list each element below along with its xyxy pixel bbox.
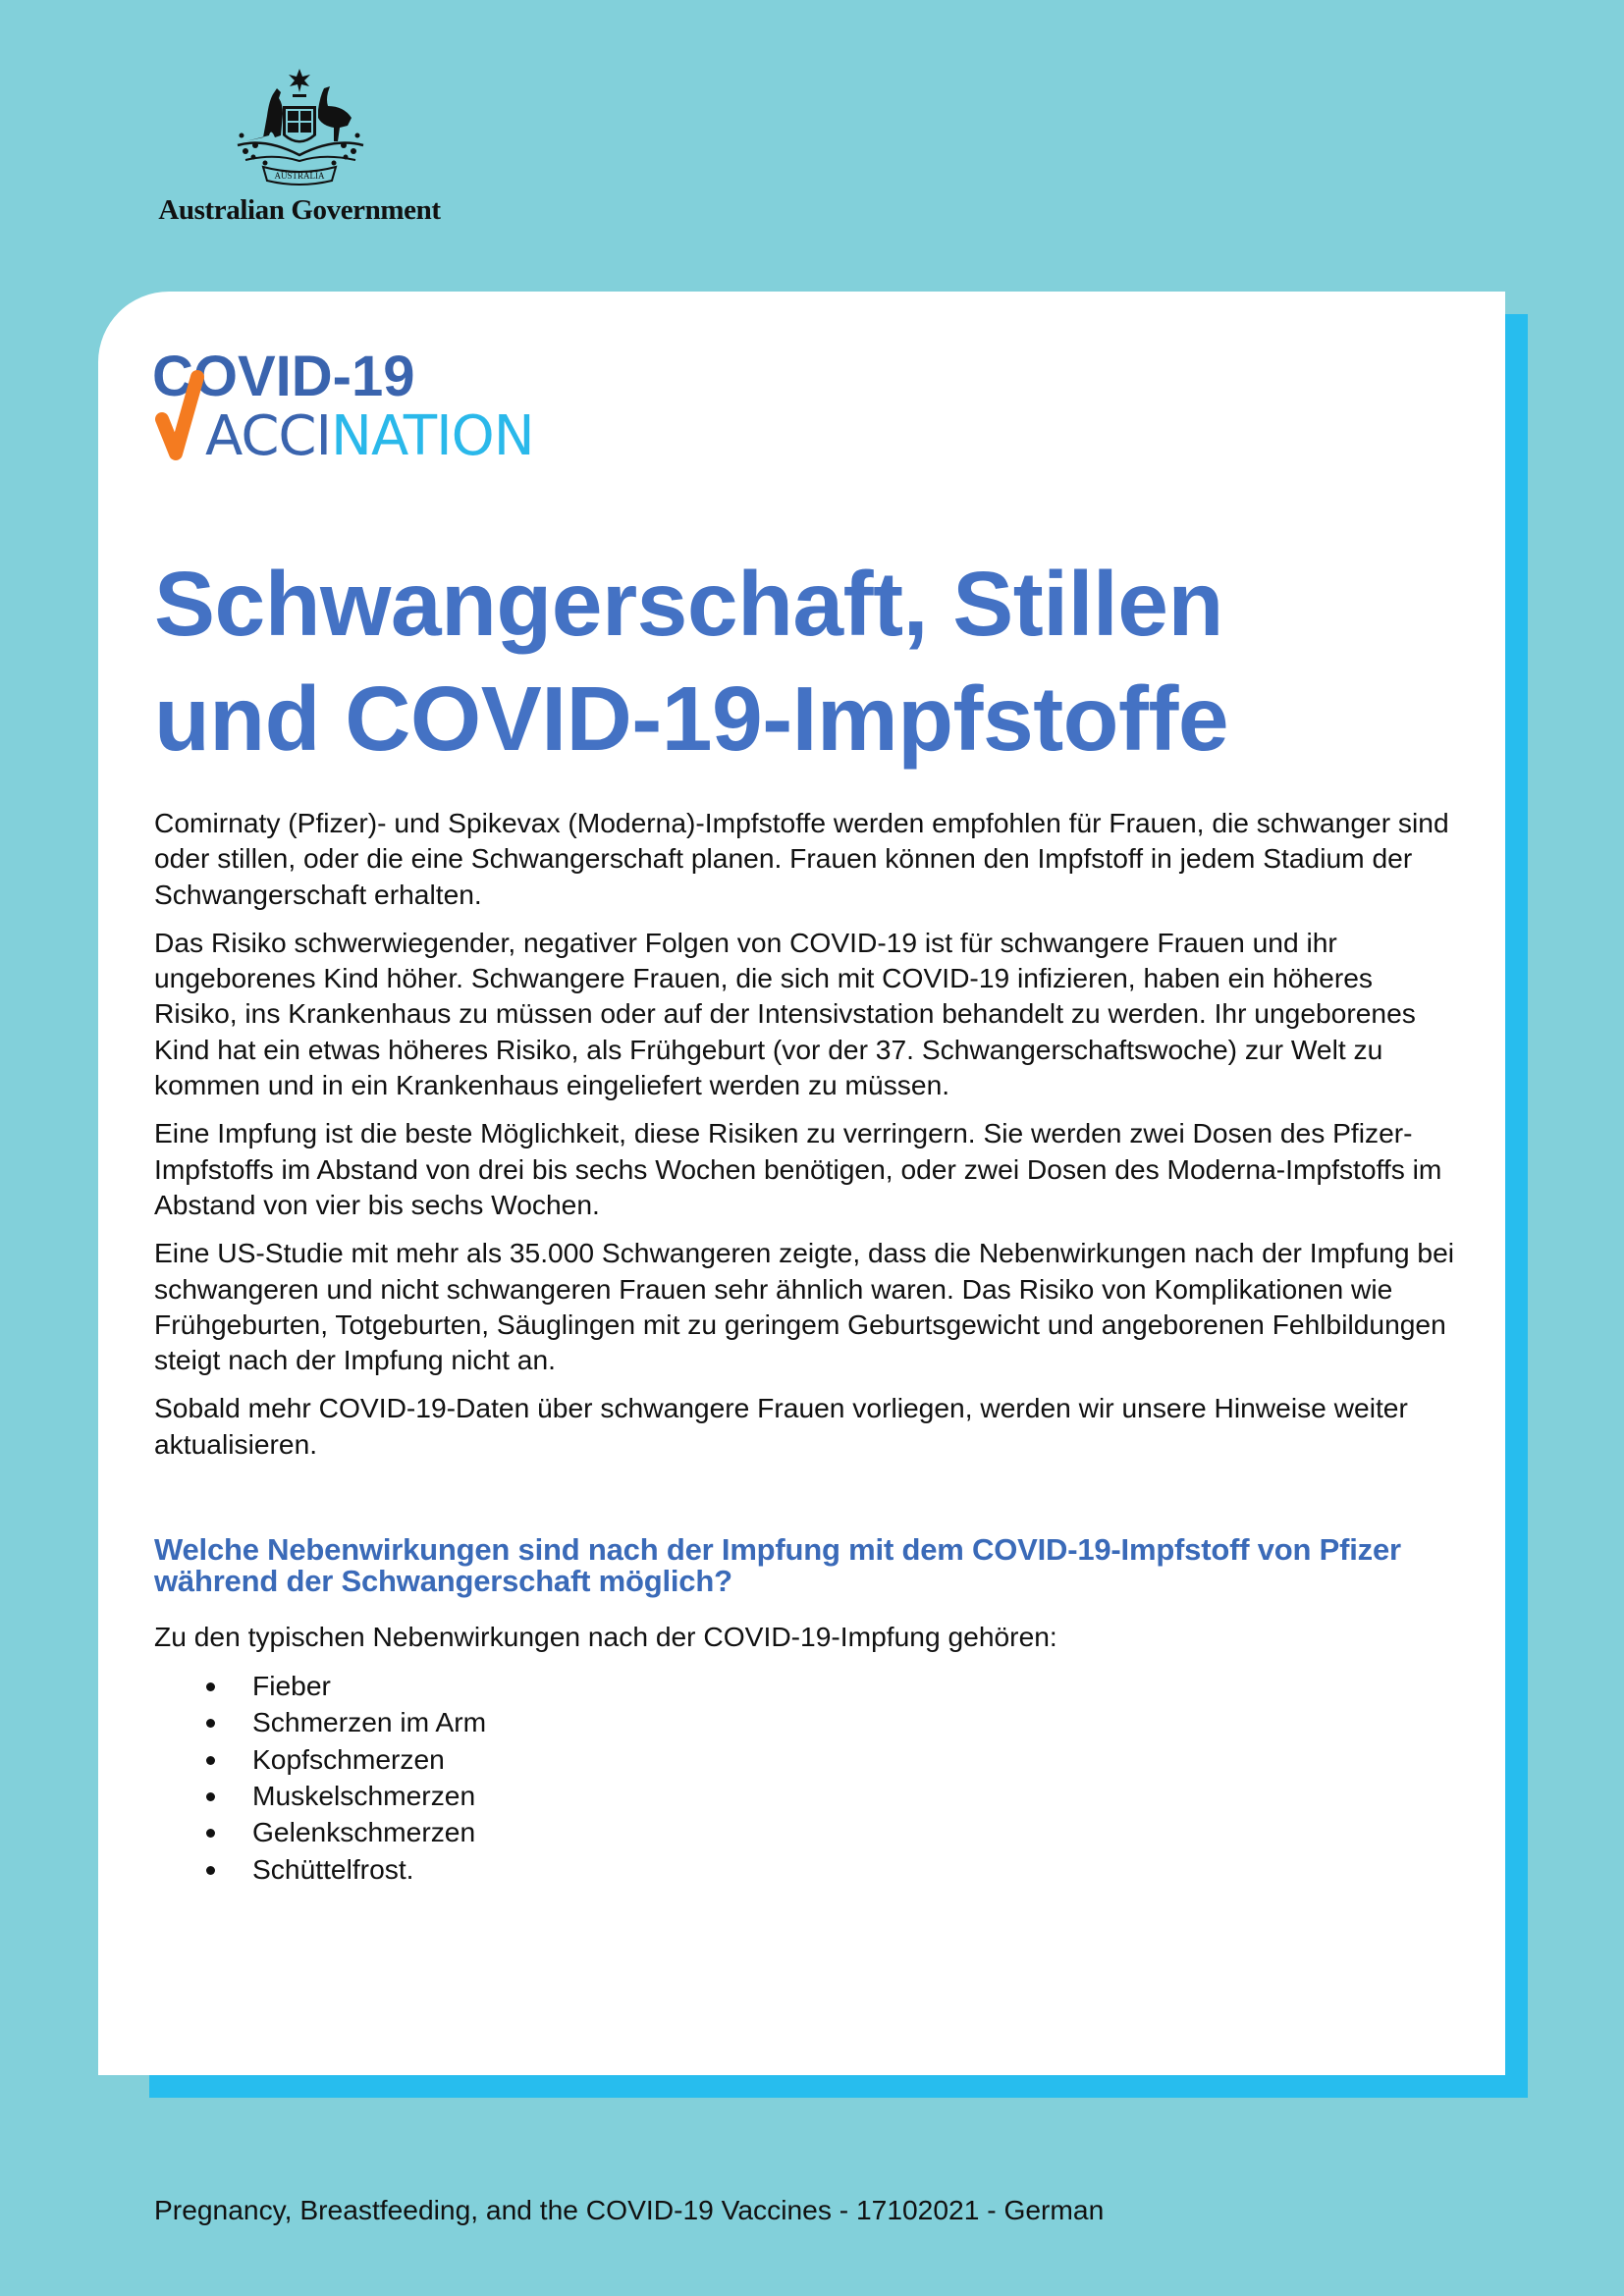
bullet-icon — [206, 1829, 215, 1838]
list-item: Schmerzen im Arm — [154, 1704, 1460, 1740]
svg-text:AUSTRALIA: AUSTRALIA — [274, 171, 325, 181]
paragraph-recommendation: Comirnaty (Pfizer)- und Spikevax (Moderna)-Impfstoffe werden empfohlen für Frauen, die schwanger sind oder stillen, oder die eine Schwangerschaft planen. Frauen können den Impfstoff in jedem Stadium der Schwangerschaft erhalten. — [154, 807, 1449, 910]
page-title — [154, 547, 1470, 776]
australian-coat-of-arms-icon — [216, 67, 383, 189]
side-effects-list — [154, 1668, 1460, 1888]
section-heading-side-effects: Welche Nebenwirkungen sind nach der Impfung mit dem COVID-19-Impfstoff von Pfizer während der Schwangerschaft möglich? — [154, 1532, 1401, 1599]
bullet-icon — [206, 1792, 215, 1801]
list-item: Muskelschmerzen — [154, 1778, 1460, 1814]
paragraph-us-study: Eine US-Studie mit mehr als 35.000 Schwangeren zeigte, dass die Nebenwirkungen nach der Impfung bei schwangeren und nicht schwangeren Frauen sehr ähnlich waren. Das Risiko von Komplikationen wie Frühgeburten, Totgeburten, Säuglingen mit zu geringem Geburtsgewicht und angeborenen Fehlbildungen steigt nach der Impfung nicht an. — [154, 1237, 1455, 1376]
document-footer: Pregnancy, Breastfeeding, and the COVID-19 Vaccines - 17102021 - German — [154, 2194, 1105, 2225]
title-line-2: und COVID-19-Impfstoffe — [154, 667, 1229, 770]
orange-checkmark-icon — [152, 365, 211, 463]
list-item: Kopfschmerzen — [154, 1741, 1460, 1778]
side-effects-intro: Zu den typischen Nebenwirkungen nach der COVID-19-Impfung gehören: — [154, 1621, 1057, 1653]
paragraph-risks: Das Risiko schwerwiegender, negativer Folgen von COVID-19 ist für schwangere Frauen und ihr ungeborenes Kind höher. Schwangere Frauen, die sich mit COVID-19 infizieren, haben ein höheres Risiko, ins Krankenhaus zu müssen oder auf der Intensivstation behandelt zu werden. Ihr ungeborenes Kind hat ein etwas höheres Risiko, als Frühgeburt (vor der 37. Schwangerschaftswoche) zur Welt zu kommen und in ein Krankenhaus eingeliefert werden zu müssen. — [154, 926, 1416, 1101]
content-card — [98, 292, 1505, 2075]
logo-text-dark: ACCI — [205, 404, 332, 468]
covid-19-vaccination-logo — [152, 345, 604, 468]
document-body — [154, 805, 1460, 1888]
bullet-icon — [206, 1682, 215, 1691]
logo-line-vaccination — [158, 404, 534, 468]
bullet-icon — [206, 1719, 215, 1728]
list-item: Gelenkschmerzen — [154, 1814, 1460, 1850]
government-name: Australian Government — [158, 194, 441, 226]
paragraph-updates: Sobald mehr COVID-19-Daten über schwangere Frauen vorliegen, werden wir unsere Hinweise weiter aktualisieren. — [154, 1392, 1408, 1460]
logo-text-light: NATION — [331, 404, 534, 468]
bullet-icon — [206, 1866, 215, 1875]
list-item: Schüttelfrost. — [154, 1851, 1460, 1888]
logo-line-covid19: COVID-19 — [152, 345, 415, 408]
list-item: Fieber — [154, 1668, 1460, 1704]
title-line-1: Schwangerschaft, Stillen — [154, 553, 1223, 655]
australian-government-logo — [147, 67, 452, 234]
bullet-icon — [206, 1756, 215, 1765]
paragraph-vaccination-doses: Eine Impfung ist die beste Möglichkeit, diese Risiken zu verringern. Sie werden zwei Dosen des Pfizer-Impfstoffs im Abstand von drei bis sechs Wochen benötigen, oder zwei Dosen des Moderna-Impfstoffs im Abstand von vier bis sechs Wochen. — [154, 1117, 1442, 1220]
